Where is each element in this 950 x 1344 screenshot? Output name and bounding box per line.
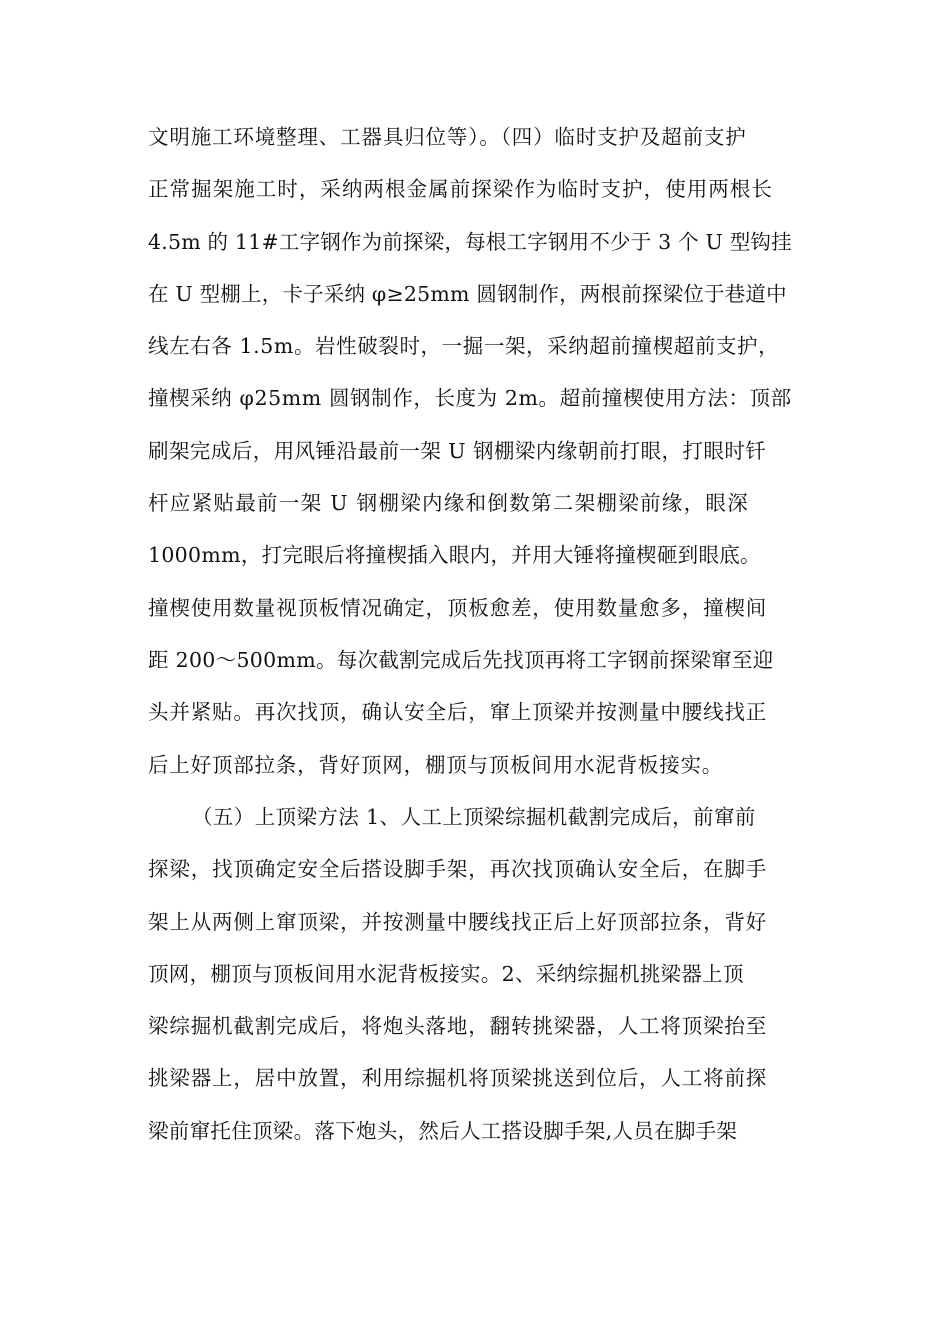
text-line: 梁前窜托住顶梁。落下炮头，然后人工搭设脚手架,人员在脚手架 [148,1118,738,1143]
text-line: （五）上顶梁方法 1、人工上顶梁综掘机截割完成后，前窜前 [192,805,756,829]
text-line: 挑梁器上，居中放置，利用综掘机将顶梁挑送到位后，人工将前探 [148,1066,768,1091]
text-line: 线左右各 1.5m。岩性破裂时，一掘一架，采纳超前撞楔超前支护， [148,334,780,359]
text-line: 架上从两侧上窜顶梁，并按测量中腰线找正后上好顶部拉条，背好 [148,909,768,934]
paragraph-temporary-support [148,111,803,791]
text-line: 梁综掘机截割完成后，将炮头落地，翻转挑梁器，人工将顶梁抬至 [148,1014,768,1039]
text-line: 撞楔使用数量视顶板情况确定，顶板愈差，使用数量愈多，撞楔间 [148,595,768,620]
text-line: 4.5m 的 11#工字钢作为前探梁，每根工字钢用不少于 3 个 U 型钩挂 [148,229,792,254]
text-line: 在 U 型棚上，卡子采纳 φ≥25mm 圆钢制作，两根前探梁位于巷道中 [148,281,787,306]
text-line: 距 200～500mm。每次截割完成后先找顶再将工字钢前探梁窜至迎 [148,647,774,672]
text-line: 探梁，找顶确定安全后搭设脚手架，再次找顶确认安全后，在脚手 [148,857,768,882]
text-line: 后上好顶部拉条，背好顶网，棚顶与顶板间用水泥背板接实。 [148,752,724,777]
text-line: 撞楔采纳 φ25mm 圆钢制作，长度为 2m。超前撞楔使用方法：顶部 [148,386,792,411]
text-line: 顶网，棚顶与顶板间用水泥背板接实。2、采纳综掘机挑梁器上顶 [148,961,744,986]
text-line: 头并紧贴。再次找顶，确认安全后，窜上顶梁并按测量中腰线找正 [148,700,768,725]
text-line: 正常掘架施工时，采纳两根金属前探梁作为临时支护，使用两根长 [148,177,773,202]
text-line: 1000mm，打完眼后将撞楔插入眼内，并用大锤将撞楔砸到眼底。 [148,543,761,568]
text-line: 刷架完成后，用风锤沿最前一架 U 钢棚梁内缘朝前打眼，打眼时钎 [148,438,767,463]
text-line: 文明施工环境整理、工器具归位等）。（四）临时支护及超前支护 [148,125,747,149]
paragraph-top-beam-method [148,791,803,1157]
text-line: 杆应紧贴最前一架 U 钢棚梁内缘和倒数第二架棚梁前缘，眼深 [148,491,750,516]
